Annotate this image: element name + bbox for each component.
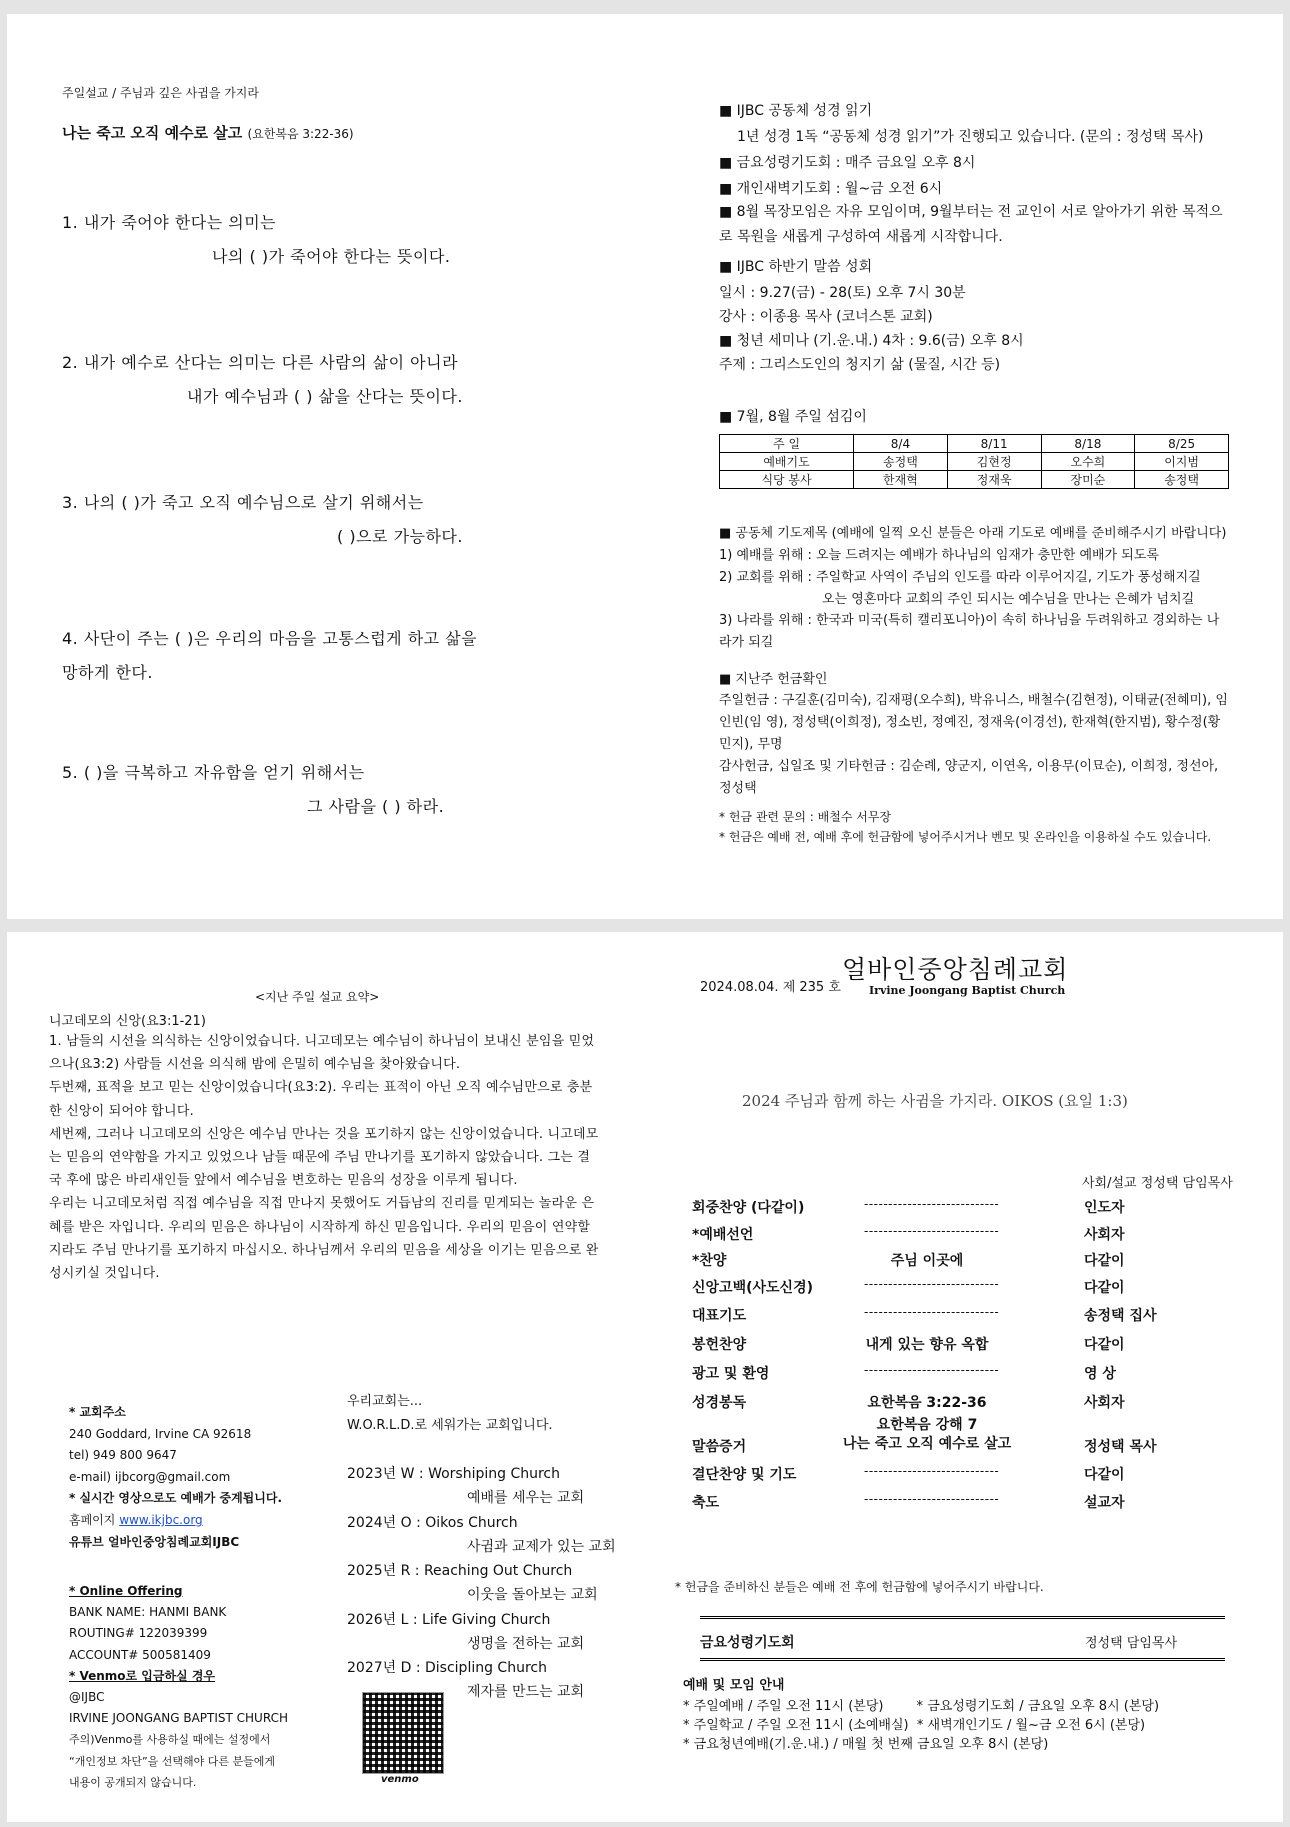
yearly-theme: 2024 주님과 함께 하는 사귐을 가지라. OIKOS (요일 1:3) xyxy=(742,1092,1128,1110)
order-item-detail: ---------------------------- xyxy=(864,1277,1000,1291)
table-cell: 정재욱 xyxy=(947,471,1041,489)
table-cell: 송정택 xyxy=(854,453,948,471)
announcement-friday-prayer: ■ 금요성령기도회 : 매주 금요일 오후 8시 xyxy=(719,155,976,171)
online-offering xyxy=(69,1581,288,1793)
table-cell: 8/18 xyxy=(1041,435,1135,453)
table-cell: 예배기도 xyxy=(720,453,854,471)
announcement-youth-topic: 주제 : 그리스도인의 청지기 삶 (물질, 시간 등) xyxy=(719,357,1001,373)
livestream-note: * 실시간 영상으로도 예배가 중계됩니다. xyxy=(69,1491,283,1506)
order-item-name: 성경봉독 xyxy=(692,1395,747,1411)
prayer-title: ■ 공동체 기도제목 (예배에 일찍 오신 분들은 아래 기도로 예배를 준비해주시기 바랍니다) xyxy=(719,526,1227,541)
table-cell: 식당 봉사 xyxy=(720,471,854,489)
prayer-nation: 3) 나라를 위해 : 한국과 미국(특히 캘리포니아)이 속히 하나님을 두려워하고 경외하는 나라가 되길 xyxy=(719,613,1220,650)
announcement-youth-seminar: ■ 청년 세미나 (기.운.내.) 4차 : 9.6(금) 오후 8시 xyxy=(719,333,1024,349)
order-item-leader: 다같이 xyxy=(1084,1253,1125,1269)
email: e-mail) ijbcorg@gmail.com xyxy=(69,1469,231,1484)
schedule-title: ■ 7월, 8월 주일 섬김이 xyxy=(719,409,867,425)
order-item-leader: 정성택 목사 xyxy=(1084,1439,1157,1455)
order-item-detail: 요한복음 3:22-36 xyxy=(867,1395,987,1411)
venmo-note-1: 주의)Venmo를 사용하실 때에는 설정에서 xyxy=(69,1733,271,1747)
order-item-name: 결단찬양 및 기도 xyxy=(692,1467,797,1483)
summary-title: <지난 주일 설교 요약> xyxy=(255,990,380,1004)
bank-name: BANK NAME: HANMI BANK xyxy=(69,1605,227,1620)
order-item-detail: ---------------------------- xyxy=(864,1197,1000,1211)
vision-2027: 2027년 D : Discipling Church xyxy=(347,1660,547,1676)
divider-bottom xyxy=(700,1658,1225,1661)
offering-reminder: * 헌금을 준비하신 분들은 예배 전 후에 헌금함에 넣어주시기 바랍니다. xyxy=(675,1580,1044,1594)
sermon-title xyxy=(62,122,354,143)
table-cell: 한재혁 xyxy=(854,471,948,489)
order-item-detail: 요한복음 강해 7 나는 죽고 오직 예수로 살고 xyxy=(842,1417,1012,1452)
offering-note-method: * 헌금은 예배 전, 예배 후에 헌금함에 넣어주시거나 벤모 및 온라인을 이용하실 수도 있습니다. xyxy=(719,830,1212,844)
venmo-handle: @IJBC xyxy=(69,1690,105,1705)
table-cell: 8/25 xyxy=(1135,435,1229,453)
divider-top xyxy=(700,1616,1225,1619)
sermon-title-text: 나는 죽고 오직 예수로 살고 xyxy=(62,124,243,142)
vision-2027-ko: 제자를 만드는 교회 xyxy=(467,1684,585,1700)
summary-subtitle: 니고데모의 신앙(요3:1-21) xyxy=(49,1014,206,1029)
vision-2025-ko: 이웃을 돌아보는 교회 xyxy=(467,1587,598,1603)
issue-date: 2024.08.04. 제 235 호 xyxy=(700,980,841,995)
youtube: 유튜브 얼바인중앙침례교회IJBC xyxy=(69,1534,240,1549)
vision-2026-ko: 생명을 전하는 교회 xyxy=(467,1636,585,1652)
church-contact xyxy=(69,1402,282,1553)
question-1b: 나의 ( )가 죽어야 한다는 뜻이다. xyxy=(212,247,451,266)
bulletin-page-cover xyxy=(7,932,1283,1822)
friday-prayer-leader: 정성택 담임목사 xyxy=(1085,1636,1178,1651)
online-offering-title: * Online Offering xyxy=(69,1584,183,1598)
order-item-detail: ---------------------------- xyxy=(864,1464,1000,1478)
vision-2025: 2025년 R : Reaching Out Church xyxy=(347,1563,573,1579)
question-2b: 내가 예수님과 ( ) 삶을 산다는 뜻이다. xyxy=(187,387,463,406)
order-item-name: *찬양 xyxy=(692,1253,727,1269)
table-cell: 장미순 xyxy=(1041,471,1135,489)
vision-2024: 2024년 O : Oikos Church xyxy=(347,1515,518,1531)
order-item-leader: 사회자 xyxy=(1084,1227,1125,1243)
offering-thanks: 감사헌금, 십일조 및 기타헌금 : 김순례, 양군지, 이연옥, 이용무(이묘순), 이희정, 정선아, 정성택 xyxy=(719,759,1219,796)
question-2a: 2. 내가 예수로 산다는 의미는 다른 사람의 삶이 아니라 xyxy=(62,353,459,372)
address-line: 240 Goddard, Irvine CA 92618 xyxy=(69,1426,252,1441)
order-item-leader: 설교자 xyxy=(1084,1495,1125,1511)
venmo-label: venmo xyxy=(381,1774,419,1785)
table-cell: 오수희 xyxy=(1041,453,1135,471)
order-item-detail: ---------------------------- xyxy=(864,1224,1000,1238)
table-row xyxy=(720,435,1229,453)
homepage-link[interactable]: www.ikjbc.org xyxy=(119,1512,203,1527)
table-cell: 주 일 xyxy=(720,435,854,453)
order-item-leader: 다같이 xyxy=(1084,1337,1125,1353)
announcement-revival-date: 일시 : 9.27(금) - 28(토) 오후 7시 30분 xyxy=(719,285,966,301)
prayer-church: 2) 교회를 위해 : 주일학교 사역이 주님의 인도를 따라 이루어지길, 기도가 풍성해지길 xyxy=(719,570,1201,585)
venmo-note-3: 내용이 공개되지 않습니다. xyxy=(69,1775,197,1789)
question-3b: ( )으로 가능하다. xyxy=(337,527,463,546)
worship-guide-line-1: * 주일예배 / 주일 오전 11시 (본당) * 금요성령기도회 / 금요일 오후 8시 (본당) xyxy=(683,1699,1160,1714)
vision-2024-ko: 사귐과 교제가 있는 교회 xyxy=(467,1539,616,1555)
vision-2026: 2026년 L : Life Giving Church xyxy=(347,1612,551,1628)
order-item-detail: ---------------------------- xyxy=(864,1305,1000,1319)
question-5b: 그 사람을 ( ) 하라. xyxy=(307,797,445,816)
venmo-name: IRVINE JOONGANG BAPTIST CHURCH xyxy=(69,1711,288,1726)
table-row xyxy=(720,453,1229,471)
order-item-name: 봉헌찬양 xyxy=(692,1337,747,1353)
order-item-leader: 송정택 집사 xyxy=(1084,1308,1157,1324)
order-item-name: 대표기도 xyxy=(692,1308,747,1324)
world-intro-2: W.O.R.L.D.로 세워가는 교회입니다. xyxy=(347,1418,553,1433)
announcement-bible-reading: ■ IJBC 공동체 성경 읽기 xyxy=(719,103,873,119)
routing-number: ROUTING# 122039399 xyxy=(69,1626,208,1641)
world-intro: 우리교회는... xyxy=(347,1394,423,1409)
order-item-detail: ---------------------------- xyxy=(864,1363,1000,1377)
offering-title: ■ 지난주 헌금확인 xyxy=(719,672,828,687)
question-3a: 3. 나의 ( )가 죽고 오직 예수님으로 살기 위해서는 xyxy=(62,493,424,512)
order-item-detail: ---------------------------- xyxy=(864,1492,1000,1506)
order-item-name: 회중찬양 (다같이) xyxy=(692,1200,805,1216)
homepage xyxy=(69,1510,282,1532)
sermon-reference: (요한복음 3:22-36) xyxy=(247,127,354,141)
question-5a: 5. ( )을 극복하고 자유함을 얻기 위해서는 xyxy=(62,763,365,782)
vision-2023: 2023년 W : Worshiping Church xyxy=(347,1466,560,1482)
question-1a: 1. 내가 죽어야 한다는 의미는 xyxy=(62,213,277,232)
announcement-revival: ■ IJBC 하반기 말씀 성회 xyxy=(719,259,873,275)
church-name: 얼바인중앙침례교회 xyxy=(842,955,1069,984)
order-item-leader: 다같이 xyxy=(1084,1467,1125,1483)
prayer-church-cont: 오는 영혼마다 교회의 주인 되시는 예수님을 만나는 은혜가 넘치길 xyxy=(822,592,1195,607)
order-item-name: *예배선언 xyxy=(692,1227,754,1243)
question-4b: 망하게 한다. xyxy=(62,663,153,682)
serving-schedule-table xyxy=(719,434,1229,489)
order-item-leader: 사회자 xyxy=(1084,1395,1125,1411)
venmo-note-2: “개인정보 차단”을 선택해야 다른 분들에게 xyxy=(69,1754,276,1768)
table-cell: 8/11 xyxy=(947,435,1041,453)
order-item-leader: 다같이 xyxy=(1084,1280,1125,1296)
order-item-name: 광고 및 환영 xyxy=(692,1366,770,1382)
order-item-name: 말씀증거 xyxy=(692,1439,747,1455)
table-cell: 8/4 xyxy=(854,435,948,453)
question-4a: 4. 사단이 주는 ( )은 우리의 마음을 고통스럽게 하고 삶을 xyxy=(62,629,478,648)
announcement-small-group: ■ 8월 목장모임은 자유 모임이며, 9월부터는 전 교인이 서로 알아가기 위한 목적으로 목원을 새롭게 구성하여 새롭게 시작합니다. xyxy=(719,204,1223,245)
order-item-detail: 내게 있는 향유 옥합 xyxy=(865,1337,989,1353)
offering-sunday: 주일헌금 : 구길훈(김미숙), 김재평(오수희), 박유니스, 배철수(김현정), 이태균(전혜미), 임인빈(임 영), 정성택(이희정), 정소빈, 정예진, 정재욱(이경선), 한재혁(한지범), 황수정(황민지), 무명 xyxy=(719,693,1228,752)
order-item-name: 신앙고백(사도신경) xyxy=(692,1280,813,1296)
vision-2023-ko: 예배를 세우는 교회 xyxy=(467,1490,585,1506)
table-cell: 이지범 xyxy=(1135,453,1229,471)
phone: tel) 949 800 9647 xyxy=(69,1448,177,1463)
service-leader: 사회/설교 정성택 담임목사 xyxy=(1082,1176,1233,1191)
order-item-detail: 주님 이곳에 xyxy=(890,1253,964,1269)
friday-prayer-title: 금요성령기도회 xyxy=(700,1635,795,1651)
prayer-worship: 1) 예배를 위해 : 오늘 드려지는 예배가 하나님의 임재가 충만한 예배가 되도록 xyxy=(719,548,1159,563)
sermon-series: 주일설교 / 주님과 깊은 사귐을 가지라 xyxy=(62,86,259,100)
homepage-label: 홈페이지 xyxy=(69,1512,120,1527)
announcement-bible-reading-detail: 1년 성경 1독 “공동체 성경 읽기”가 진행되고 있습니다. (문의 : 정성택 목사) xyxy=(737,129,1204,145)
worship-guide-title: 예배 및 모임 안내 xyxy=(683,1678,785,1693)
announcement-dawn-prayer: ■ 개인새벽기도회 : 월~금 오전 6시 xyxy=(719,181,943,197)
worship-guide-line-2: * 주일학교 / 주일 오전 11시 (소예배실) * 새벽개인기도 / 월~금 오전 6시 (본당) xyxy=(683,1718,1146,1733)
order-item-name: 축도 xyxy=(692,1495,720,1511)
summary-body: 1. 남들의 시선을 의식하는 신앙이었습니다. 니고데모는 예수님이 하나님이 보내신 분임을 믿었으나(요3:2) 사람들 시선을 의식해 밤에 은밀히 예수님을 찾아왔습니다. 두번째, 표적을 보고 믿는 신앙이었습니다(요3:2). 우리는 표적이 아닌 오직 예수님만으로 충분한 신앙이 되어야 합니다. 세번째, 그러나 니고데모의 신앙은 예수님 만나는 것을 포기하지 않는 신앙이었습니다. 니고데모는 믿음의 연약함을 가지고 있었으나 남들 때문에 주님 만나기를 포기하지 않았습니다. 그는 결국 후에 많은 바리새인들 앞에서 예수님을 변호하는 믿음의 성장을 이루게 됩니다. 우리는 니고데모처럼 직접 예수님을 직접 만나지 못했어도 거듭남의 진리를 믿게되는 놀라운 은혜를 받은 자입니다. 우리의 믿음은 하나님이 시작하게 하신 믿음입니다. 우리의 믿음이 연약할지라도 주님 만나기를 포기하지 마십시오. 하나님께서 우리의 믿음을 세상을 이기는 믿음으로 완성시키실 것입니다. xyxy=(49,1034,599,1282)
table-cell: 송정택 xyxy=(1135,471,1229,489)
offering-note-contact: * 헌금 관련 문의 : 배철수 서무장 xyxy=(719,810,892,824)
church-name-en: Irvine Joongang Baptist Church xyxy=(869,984,1066,997)
venmo-qr-code[interactable] xyxy=(362,1692,444,1774)
worship-guide-line-3: * 금요청년예배(기.운.내.) / 매월 첫 번째 금요일 오후 8시 (본당) xyxy=(683,1737,1049,1752)
table-cell: 김현정 xyxy=(947,453,1041,471)
order-item-leader: 영 상 xyxy=(1084,1366,1116,1382)
order-item-leader: 인도자 xyxy=(1084,1200,1125,1216)
table-row xyxy=(720,471,1229,489)
account-number: ACCOUNT# 500581409 xyxy=(69,1647,211,1662)
bulletin-page-inside xyxy=(7,14,1283,919)
venmo-title: * Venmo로 입금하실 경우 xyxy=(69,1668,216,1683)
address-label: * 교회주소 xyxy=(69,1405,126,1419)
announcement-revival-speaker: 강사 : 이종용 목사 (코너스톤 교회) xyxy=(719,309,933,325)
